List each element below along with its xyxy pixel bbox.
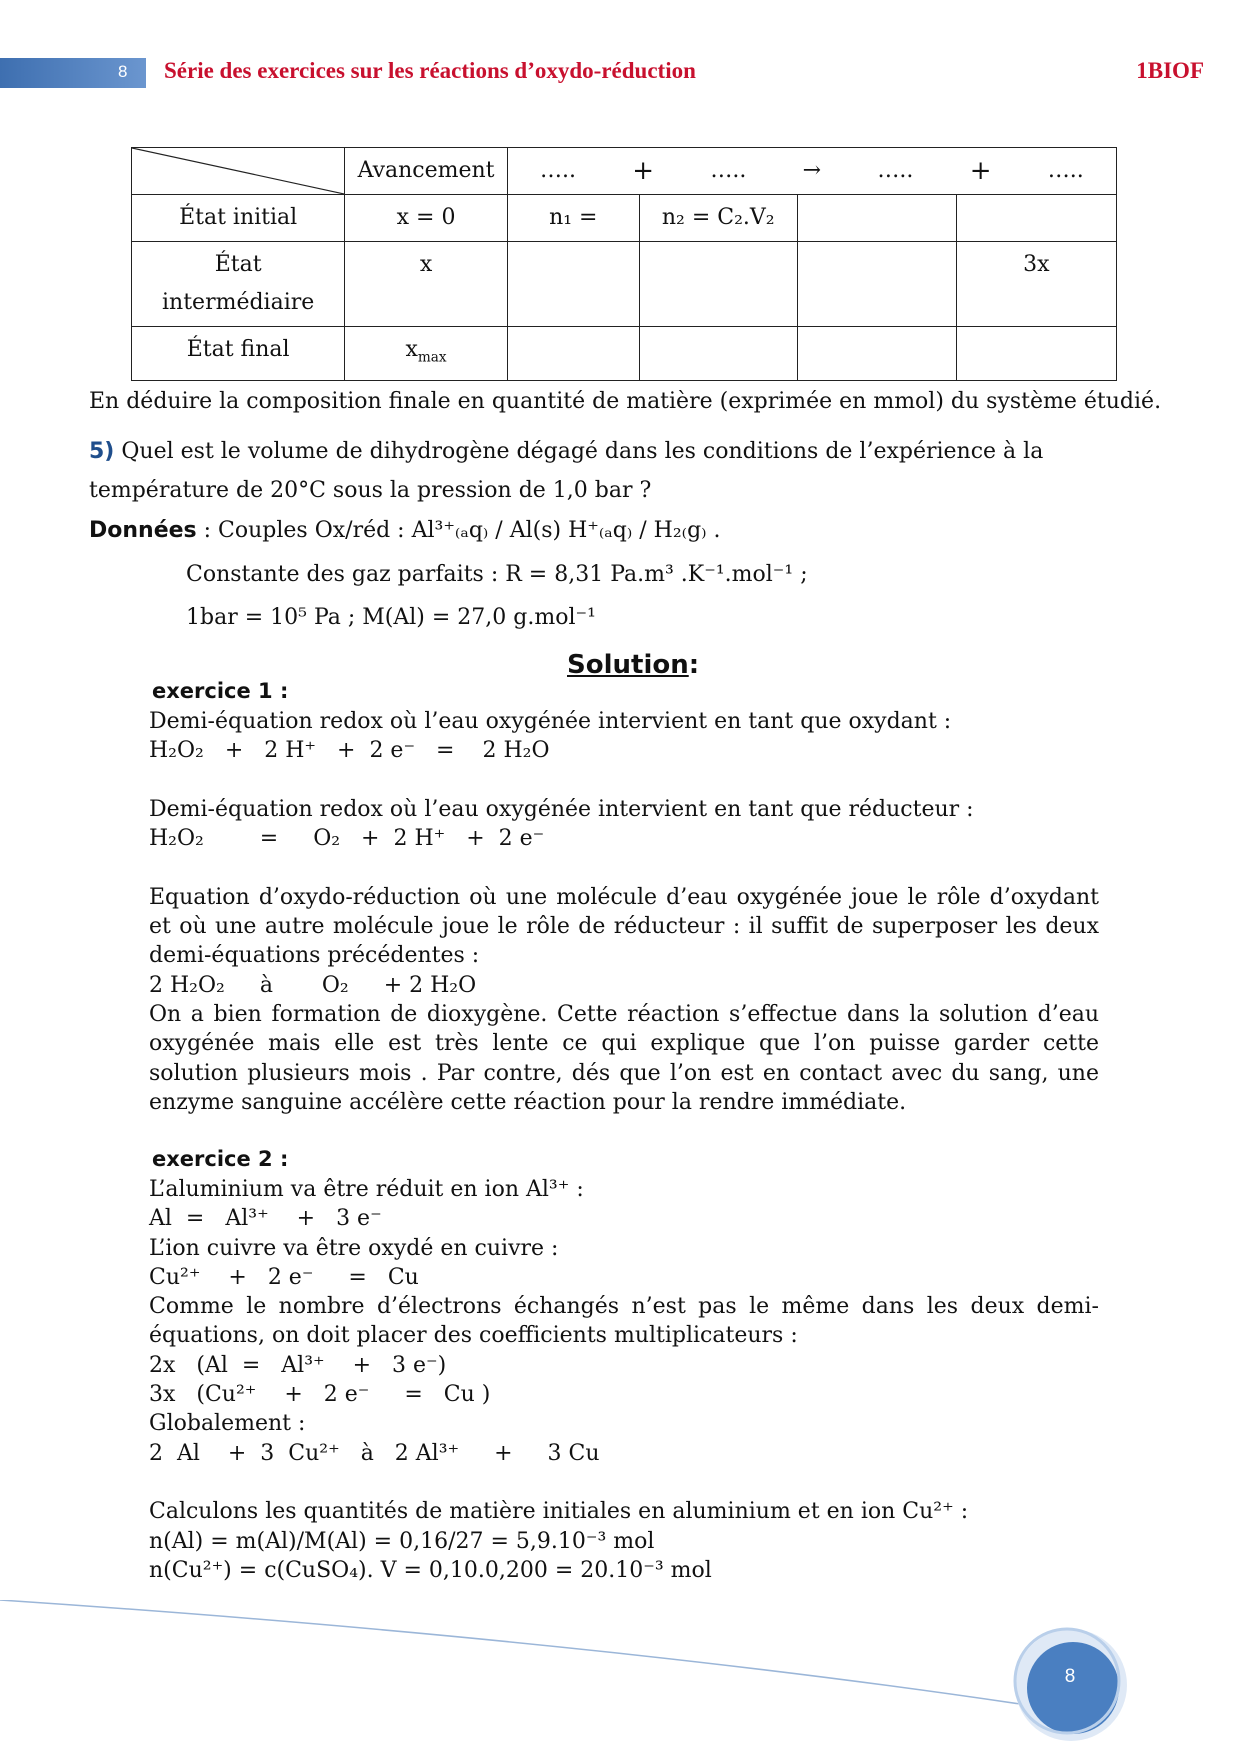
ex1-line: Demi-équation redox où l’eau oxygénée intervient en tant que oxydant : bbox=[149, 709, 952, 734]
diagonal-cell bbox=[132, 148, 345, 195]
plus-sign: + bbox=[969, 156, 992, 186]
advancement-table bbox=[131, 147, 1117, 381]
xmax-sub: max bbox=[417, 349, 447, 366]
cell bbox=[639, 242, 797, 327]
question-number: 5) bbox=[89, 439, 115, 464]
cell: n₁ = bbox=[507, 195, 639, 242]
header-title: Série des exercices sur les réactions d’oxydo-réduction bbox=[164, 58, 696, 83]
cell: 3x bbox=[956, 242, 1116, 327]
solution-title bbox=[567, 650, 699, 680]
plus-sign: + bbox=[632, 156, 655, 186]
xmax-base: x bbox=[405, 337, 418, 362]
solution-colon: : bbox=[688, 650, 700, 680]
row-label: État final bbox=[132, 327, 345, 381]
arrow-icon: → bbox=[802, 158, 822, 183]
footer-page-number: 8 bbox=[1064, 1666, 1076, 1687]
exercise-1-heading: exercice 1 : bbox=[152, 679, 289, 703]
deduce-text: En déduire la composition finale en quantité de matière (exprimée en mmol) du système étudié. bbox=[89, 389, 1162, 414]
reactant-2: ….. bbox=[710, 158, 747, 183]
cell-avancement: x bbox=[345, 242, 508, 327]
gas-constant: Constante des gaz parfaits : R = 8,31 Pa.m³ .K⁻¹.mol⁻¹ ; bbox=[186, 562, 808, 587]
ex2-paragraph: Comme le nombre d’électrons échangés n’est pas le même dans les deux demi-équations, on doit placer des coefficients multiplicateurs : bbox=[149, 1294, 1099, 1349]
reactant-1: ….. bbox=[539, 158, 576, 183]
cell bbox=[507, 242, 639, 327]
donnees-label: Données bbox=[89, 518, 197, 543]
cell bbox=[639, 327, 797, 381]
ex2-equation: 3x (Cu²⁺ + 2 e⁻ = Cu ) bbox=[149, 1382, 491, 1408]
cell bbox=[797, 195, 956, 242]
cell bbox=[797, 242, 956, 327]
ex1-line: Demi-équation redox où l’eau oxygénée intervient en tant que réducteur : bbox=[149, 796, 974, 822]
exercise-2-heading: exercice 2 : bbox=[152, 1147, 289, 1171]
cell bbox=[956, 195, 1116, 242]
row-label: État intermédiaire bbox=[132, 242, 345, 327]
cell bbox=[507, 327, 639, 381]
ex2-line: L’aluminium va être réduit en ion Al³⁺ : bbox=[149, 1177, 584, 1202]
header-class-label: 1BIOF bbox=[1136, 58, 1204, 83]
cell-avancement bbox=[345, 327, 508, 381]
col-avancement: Avancement bbox=[345, 148, 508, 195]
table-row bbox=[132, 242, 1117, 327]
exercise-2-body bbox=[149, 1175, 1099, 1585]
cell bbox=[797, 327, 956, 381]
question-text: Quel est le volume de dihydrogène dégagé dans les conditions de l’expérience à la température de 20°C sous la pression de 1,0 bar ? bbox=[89, 439, 1044, 503]
ex1-equation: 2 H₂O₂ à O₂ + 2 H₂O bbox=[149, 972, 477, 998]
cell: n₂ = C₂.V₂ bbox=[639, 195, 797, 242]
product-2: ….. bbox=[1047, 158, 1084, 183]
ex2-line: L’ion cuivre va être oxydé en cuivre : bbox=[149, 1235, 559, 1261]
footer-decoration bbox=[0, 1600, 1100, 1720]
ex2-equation: 2 Al + 3 Cu²⁺ à 2 Al³⁺ + 3 Cu bbox=[149, 1440, 600, 1466]
equation-cell bbox=[507, 148, 1116, 195]
cell bbox=[956, 327, 1116, 381]
exercise-1-body bbox=[149, 707, 1099, 1117]
table-row bbox=[132, 327, 1117, 381]
header-page-number: 8 bbox=[118, 62, 128, 81]
ex2-line: Calculons les quantités de matière initiales en aluminium et en ion Cu²⁺ : bbox=[149, 1499, 969, 1525]
product-1: ….. bbox=[877, 158, 914, 183]
ex1-paragraph: Equation d’oxydo-réduction où une molécule d’eau oxygénée joue le rôle d’oxydant et où une autre molécule joue le rôle de réducteur : il suffit de superposer les deux demi-équations précédentes : bbox=[149, 884, 1099, 969]
ex1-paragraph: On a bien formation de dioxygène. Cette réaction s’effectue dans la solution d’eau oxygénée mais elle est très lente ce qui explique que l’on puisse garder cette solution plusieurs mois . Par contre, dés que l’on est en contact avec du sang, une enzyme sanguine accélère cette réaction pour la rendre immédiate. bbox=[149, 1001, 1099, 1115]
donnees-text: : Couples Ox/réd : Al³⁺₍ₐq₎ / Al(s) H⁺₍ₐq₎ / H₂₍g₎ . bbox=[196, 518, 721, 543]
donnees-line bbox=[89, 516, 1169, 545]
bar-data: 1bar = 10⁵ Pa ; M(Al) = 27,0 g.mol⁻¹ bbox=[186, 605, 596, 630]
ex2-equation: Al = Al³⁺ + 3 e⁻ bbox=[149, 1206, 382, 1232]
cell-avancement: x = 0 bbox=[345, 195, 508, 242]
table-row bbox=[132, 195, 1117, 242]
ex2-equation: Cu²⁺ + 2 e⁻ = Cu bbox=[149, 1264, 419, 1290]
table-header-row bbox=[132, 148, 1117, 195]
ex1-equation: H₂O₂ = O₂ + 2 H⁺ + 2 e⁻ bbox=[149, 826, 545, 852]
ex2-equation: 2x (Al = Al³⁺ + 3 e⁻) bbox=[149, 1352, 447, 1378]
ex2-line: Globalement : bbox=[149, 1411, 306, 1437]
ex2-line: n(Cu²⁺) = c(CuSO₄). V = 0,10.0,200 = 20.10⁻³ mol bbox=[149, 1557, 712, 1583]
ex1-equation: H₂O₂ + 2 H⁺ + 2 e⁻ = 2 H₂O bbox=[149, 738, 550, 764]
question-5 bbox=[89, 432, 1179, 510]
row-label: État initial bbox=[132, 195, 345, 242]
ex2-line: n(Al) = m(Al)/M(Al) = 0,16/27 = 5,9.10⁻³ mol bbox=[149, 1528, 655, 1554]
solution-title-text: Solution bbox=[567, 650, 689, 680]
